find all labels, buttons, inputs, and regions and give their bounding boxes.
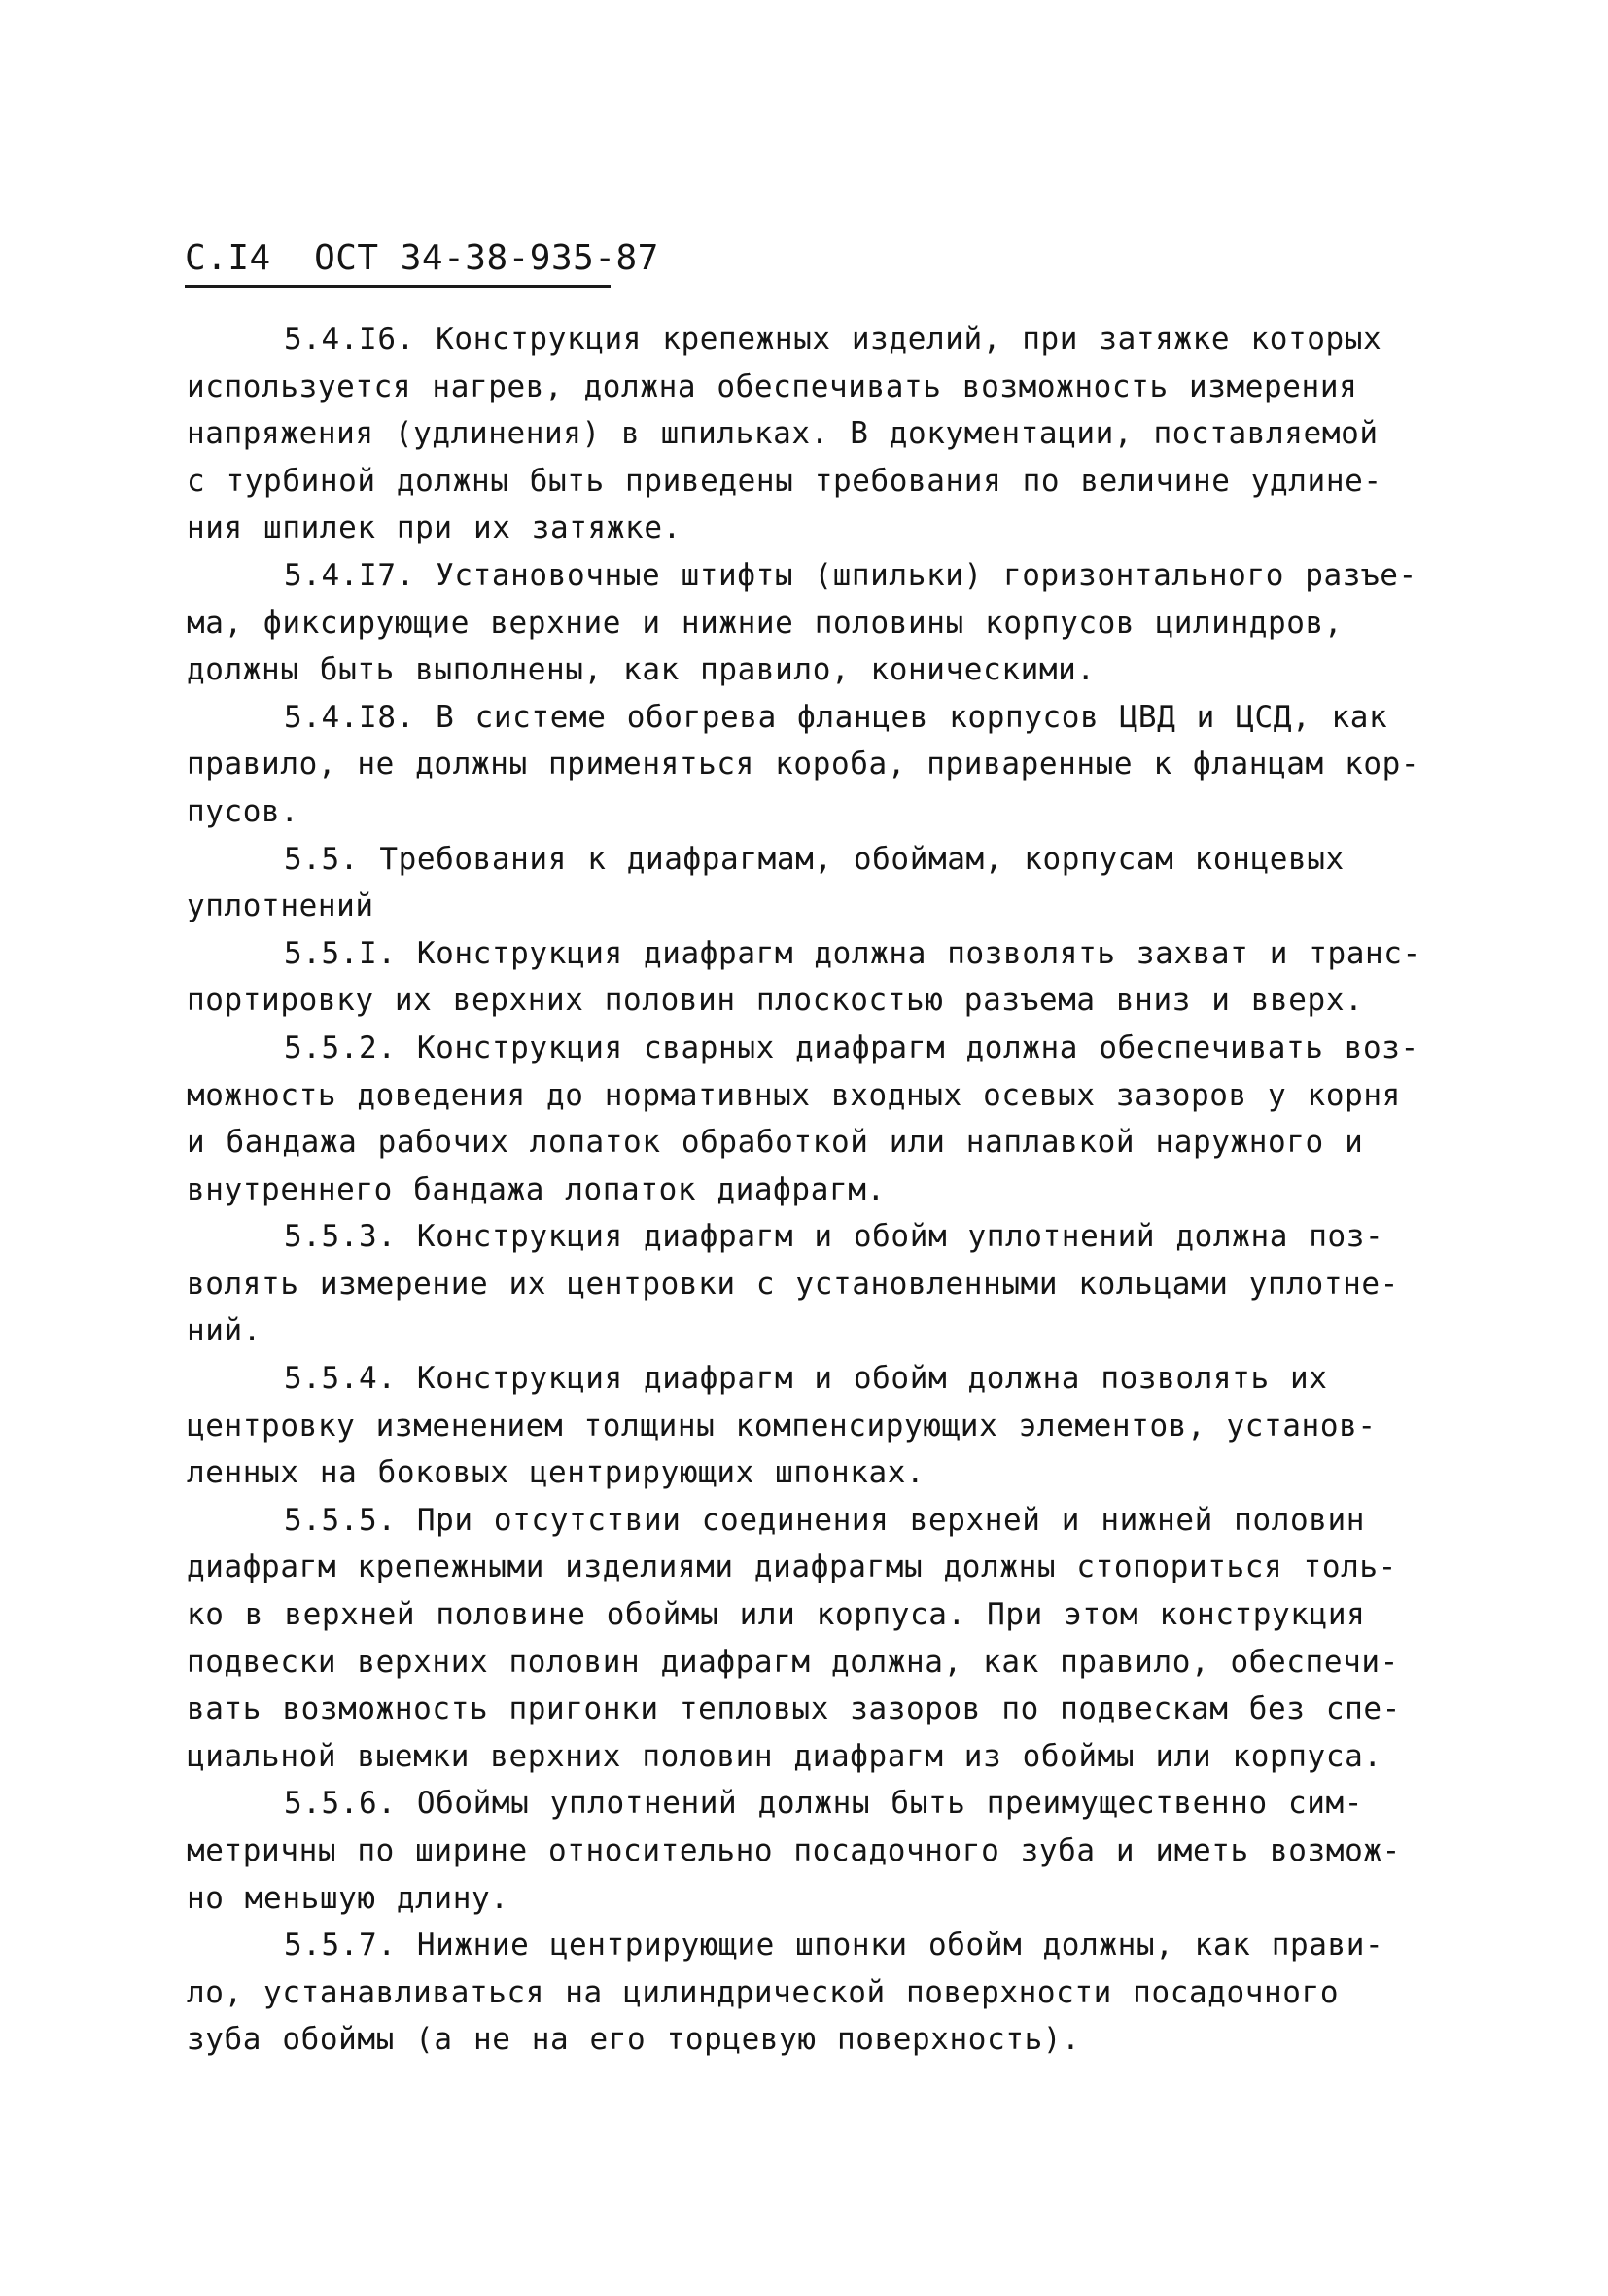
text-line: 5.5.6. Обоймы уплотнений должны быть преимущественно сим-	[284, 1786, 1364, 1822]
text-line: уплотнений	[187, 888, 374, 924]
text-line: циальной выемки верхних половин диафрагм из обоймы или корпуса.	[187, 1738, 1382, 1774]
text-line: ло, устанавливаться на цилиндрической поверхности посадочного	[187, 1974, 1340, 2010]
text-line: 5.5.5. При отсутствии соединения верхней и нижней половин	[284, 1502, 1366, 1538]
text-line: 5.4.I8. В системе обогрева фланцев корпусов ЦВД и ЦСД, как	[284, 699, 1388, 735]
body-text	[187, 316, 1441, 2064]
page-header	[185, 235, 659, 282]
text-line: должны быть выполнены, как правило, коническими.	[187, 652, 1096, 688]
page-number: С.I4	[185, 238, 271, 278]
text-line: внутреннего бандажа лопаток диафрагм.	[187, 1171, 886, 1207]
text-line: пусов.	[187, 793, 299, 829]
text-line: 5.4.I7. Установочные штифты (шпильки) горизонтального разъе-	[284, 557, 1417, 593]
text-line: с турбиной должны быть приведены требования по величине удлине-	[187, 463, 1382, 499]
text-line: 5.5.2. Конструкция сварных диафрагм должна обеспечивать воз-	[284, 1029, 1419, 1065]
text-line: используется нагрев, должна обеспечивать возможность измерения	[187, 368, 1358, 404]
text-line: центровку изменением толщины компенсирующих элементов, установ-	[187, 1408, 1377, 1444]
text-line: 5.5.4. Конструкция диафрагм и обойм должна позволять их	[284, 1361, 1328, 1397]
text-line: ко в верхней половине обоймы или корпуса. При этом конструкция	[187, 1597, 1366, 1633]
text-line: вать возможность пригонки тепловых зазоров по подвескам без спе-	[187, 1691, 1401, 1727]
text-line: зуба обоймы (а не на его торцевую поверхность).	[187, 2022, 1081, 2058]
text-line: диафрагм крепежными изделиями диафрагмы должны стопориться толь-	[187, 1549, 1397, 1585]
text-line: но меньшую длину.	[187, 1880, 509, 1916]
text-line: метричны по ширине относительно посадочного зуба и иметь возмож-	[187, 1833, 1401, 1868]
text-line: 5.5.7. Нижние центрирующие шпонки обойм должны, как прави-	[284, 1928, 1384, 1964]
text-line: можность доведения до нормативных входных осевых зазоров у корня	[187, 1077, 1401, 1113]
text-line: портировку их верхних половин плоскостью разъема вниз и вверх.	[187, 983, 1364, 1019]
header-underline	[185, 285, 611, 288]
text-line: 5.5.I. Конструкция диафрагм должна позволять захват и транс-	[284, 935, 1421, 971]
text-line: и бандажа рабочих лопаток обработкой или наплавкой наружного и	[187, 1125, 1364, 1161]
text-line: ния шпилек при их затяжке.	[187, 510, 682, 546]
text-line: 5.5.3. Конструкция диафрагм и обойм уплотнений должна поз-	[284, 1219, 1384, 1255]
text-line: напряжения (удлинения) в шпильках. В документации, поставляемой	[187, 416, 1379, 452]
text-line: ний.	[187, 1313, 262, 1349]
text-line: ма, фиксирующие верхние и нижние половины корпусов цилиндров,	[187, 605, 1344, 641]
text-line: подвески верхних половин диафрагм должна, как правило, обеспечи-	[187, 1644, 1399, 1680]
text-line: правило, не должны применяться короба, приваренные к фланцам кор-	[187, 747, 1420, 783]
text-line: 5.5. Требования к диафрагмам, обоймам, корпусам концевых	[284, 841, 1345, 877]
standard-number: ОСТ 34-38-935-87	[314, 238, 659, 278]
text-line: ленных на боковых центрирующих шпонках.	[187, 1455, 926, 1491]
text-line: 5.4.I6. Конструкция крепежных изделий, при затяжке которых	[284, 322, 1382, 357]
text-line: волять измерение их центровки с установленными кольцами уплотне-	[187, 1266, 1399, 1302]
